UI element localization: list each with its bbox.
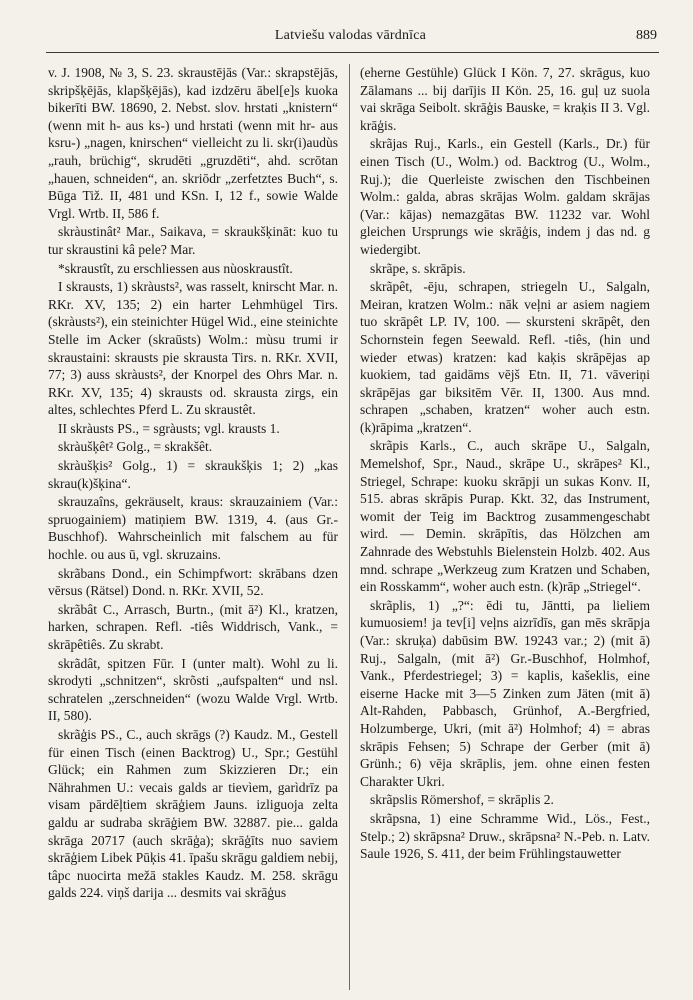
entry-paragraph: II skràusts PS., = sgràusts; vgl. krausts 1. xyxy=(58,420,280,436)
left-column xyxy=(48,64,338,994)
entry-paragraph: *skraustît, zu erschliessen aus nùoskraustît. xyxy=(58,260,293,276)
entry-paragraph: skrãbans Dond., ein Schimpfwort: skrābans dzen vērsus (Rätsel) Dond. n. RKr. XVII, 52. xyxy=(48,565,338,599)
entry-paragraph: skràušķêt² Golg., = skrakšêt. xyxy=(58,439,213,455)
page-number: 889 xyxy=(636,28,657,43)
entry-paragraph: skrãpis Karls., C., auch skrāpe U., Salgaln, Memelshof, Spr., Naud., skrāpe U., skrāpes² Kl., Striegel, Schrape: kuoku skrāpji un sukas Konv. II, 515. abras skrāpis Purap. Kkt. 32, das Instrument, womit der Teig im Backtrog zusammengeschabt wird. — Demin. skrāpītis, das Hölzchen am Zahnrade des Webstuhls Bielenstein Holzb. 402. Aus mnd. schrape „Werkzeug zum Kratzen und Schaben, ein Rosskamm“, woher auch estn. (k)rāp „Striegel“. xyxy=(360,438,650,595)
header-rule xyxy=(46,52,659,53)
entry-paragraph: skrauzaîns, gekräuselt, kraus: skrauzainiem (Var.: spruogainiem) matiņiem BW. 1319, 4. (aus Gr.-Buschhof). Wahrscheinlich mit falschem au für hochle. ou aus ū, vgl. skruzains. xyxy=(48,494,338,563)
entry-paragraph: skrãģis PS., C., auch skrāgs (?) Kaudz. M., Gestell für einen Tisch (einen Backtrog) U., Spr.; Gestühl Glück; ein Rahmen zum Skizzieren Dr.; ein Nährahmen U.: vecais galds ar tievìem, garìdrīz pa visam pārdēļtiem skrāģiem Jauns. izliguoja zelta galdu ar sudraba skrāģiem BW. 32887. pie... galda skrāga 20717 (auch skrāģa); skrāģīts nuo saviem skrāģiem Libek Pūķis 41. īpašu skrāgu galdiem nebij, tâpc nuocirta mežā stakles Kaudz. M. 258. skrāgu galds 224. viņš darija ... desmits vai skrāģus xyxy=(48,726,338,901)
entry-paragraph: skrãbât C., Arrasch, Burtn., (mit ā²) Kl., kratzen, harken, schrapen. Refl. -tiês Widdrisch, Vank., = skrāpêtiês. Zu skrabt. xyxy=(48,601,338,652)
entry-paragraph: skrãplis, 1) „?“: ēdi tu, Jāntti, pa lieliem kumuosiem! ja tev[i] veļns aizrīdīs, gan mēs skrāpja (Var.: skruķa) dabūsim BW. 19243 var.; 2) (mit ā) Ruj., Salgaln, (mit ā²) Gr.-Buschhof, Holmhof, Vank., Pferdestriegel; 3) = kaplis, kašeklis, eine eiserne Hacke mit 3—5 Zinken zum Jäten (mit ā) Alt-Rahden, Pabbasch, Grünhof, A.-Bergfried, Holzumberge, Ukri, (mit ā²) Holmhof; 4) = abras skrāpis Fehsen; 5) Schrape der Gerber (mit ā) Grünh.; 6) vēja skrāplis, jem. ohne einen festen Charakter Ukri. xyxy=(360,597,650,789)
entry-paragraph: (eherne Gestühle) Glück I Kön. 7, 27. skrāgus, kuo Zālamans ... bij darījis II Kön. 25, 16. guļ uz suola vai skrāga Seibolt. skrāģis Bauske, = kraķis II 3. Vgl. krāģis. xyxy=(360,65,650,133)
page-header xyxy=(44,28,657,48)
entry-paragraph: skrãpe, s. skrāpis. xyxy=(370,260,466,276)
entry-paragraph: skrãdât, spitzen Fūr. I (unter malt). Wohl zu li. skrodyti „schnitzen“, skrõsti „aufspalten“ und nsl. schratelen „zerschneiden“ (wozu Walde Vrgl. Wrtb. II, 580). xyxy=(48,655,338,724)
entry-paragraph: skràustinât² Mar., Saikava, = skraukšķināt: kuo tu tur skraustini kâ pele? Mar. xyxy=(48,224,338,257)
running-title: Latviešu valodas vārdnīca xyxy=(274,28,427,43)
entry-paragraph: I skrausts, 1) skràusts², was rasselt, knirscht Mar. n. RKr. XV, 135; 2) ein harter Lehmhügel Tirs. (skràusts²), ein steinichter Hügel Wid., eine steinichte Stelle im Acker (skraūsts) Wolm.: mùsu trumi ir skraustaini: skrausts pie skrausta Tirs. n. RKr. XVII, 77; 3) auss skràusts², der Knorpel des Ohrs Mar. n. RKr. XV, 135; 4) skrausts od. skrausta zirgs, ein altes, schlechtes Pferd L. Zu skraustêt. xyxy=(48,279,338,418)
entry-paragraph: v. J. 1908, № 3, S. 23. skraustējās (Var.: skrapstējās, skripšķējās, klapšķējās), kad izdzēru ābel[e]s kuoka bikerīti BW. 18690, 2. Nebst. slov. hrstati „knistern“ (wenn mit h- aus ks-) und hrstati (wenn mit hr- aus ksru-) „nagen, knirschen“ vielleicht zu li. skr(i)audùs „rauh, brüchig“, skrudēti „gruzdēti“, ahd. scrōtan „hauen, schneiden“, an. skriōdr „zerfetztes Buch“, s. Būga Tiž. II, 481 und KSn. I, 12 f., sowie Walde Vrgl. Wrtb. II, 586 f. xyxy=(48,65,338,221)
column-divider xyxy=(349,64,350,990)
entry-paragraph: skrãpêt, -ēju, schrapen, striegeln U., Salgaln, Meiran, kratzen Wolm.: nāk veļni ar asiem nagiem tuo skrāpêt LP. IV, 100. — skursteni skrāpêt, den Schornstein fegen Seewald. Refl. -tiês, (hin und wieder etwas) kratzen: kad kaķis skrāpējas ap kuokiem, tad gaidāms vējš Etn. II, 71. vāveriņi skrāpējas gar biksitēm Vēr. II, 1300. Aus mnd. schrapen „schaben, kratzen“ woher auch estn. (k)rāpima „kratzen“. xyxy=(360,279,650,435)
entry-paragraph: skrãpslis Römershof, = skrāplis 2. xyxy=(370,792,554,808)
right-column xyxy=(360,64,650,994)
entry-paragraph: skrãpsna, 1) eine Schramme Wid., Lös., Fest., Stelp.; 2) skrāpsna² Druw., skrāpsna² N.-Peb. n. Latv. Saule 1926, S. 411, der beim Frühlingstauwetter xyxy=(360,810,650,862)
entry-paragraph: skrãjas Ruj., Karls., ein Gestell (Karls., Dr.) für einen Tisch (U., Wolm.) od. Backtrog (U., Wolm., Ruj.); die Querleiste zwischen den Tischbeinen Wolm.: galda, abras skrājas Wolm. galdam skrājas (Var.: kājas) nemazgātas BW. 11232 var. Wohl gleichen Ursprungs wie skrāģis, indem j das nd. g wiedergibt. xyxy=(360,136,650,257)
entry-paragraph: skràušķis² Golg., 1) = skraukšķis 1; 2) „kas skrau(k)šķina“. xyxy=(48,458,338,491)
